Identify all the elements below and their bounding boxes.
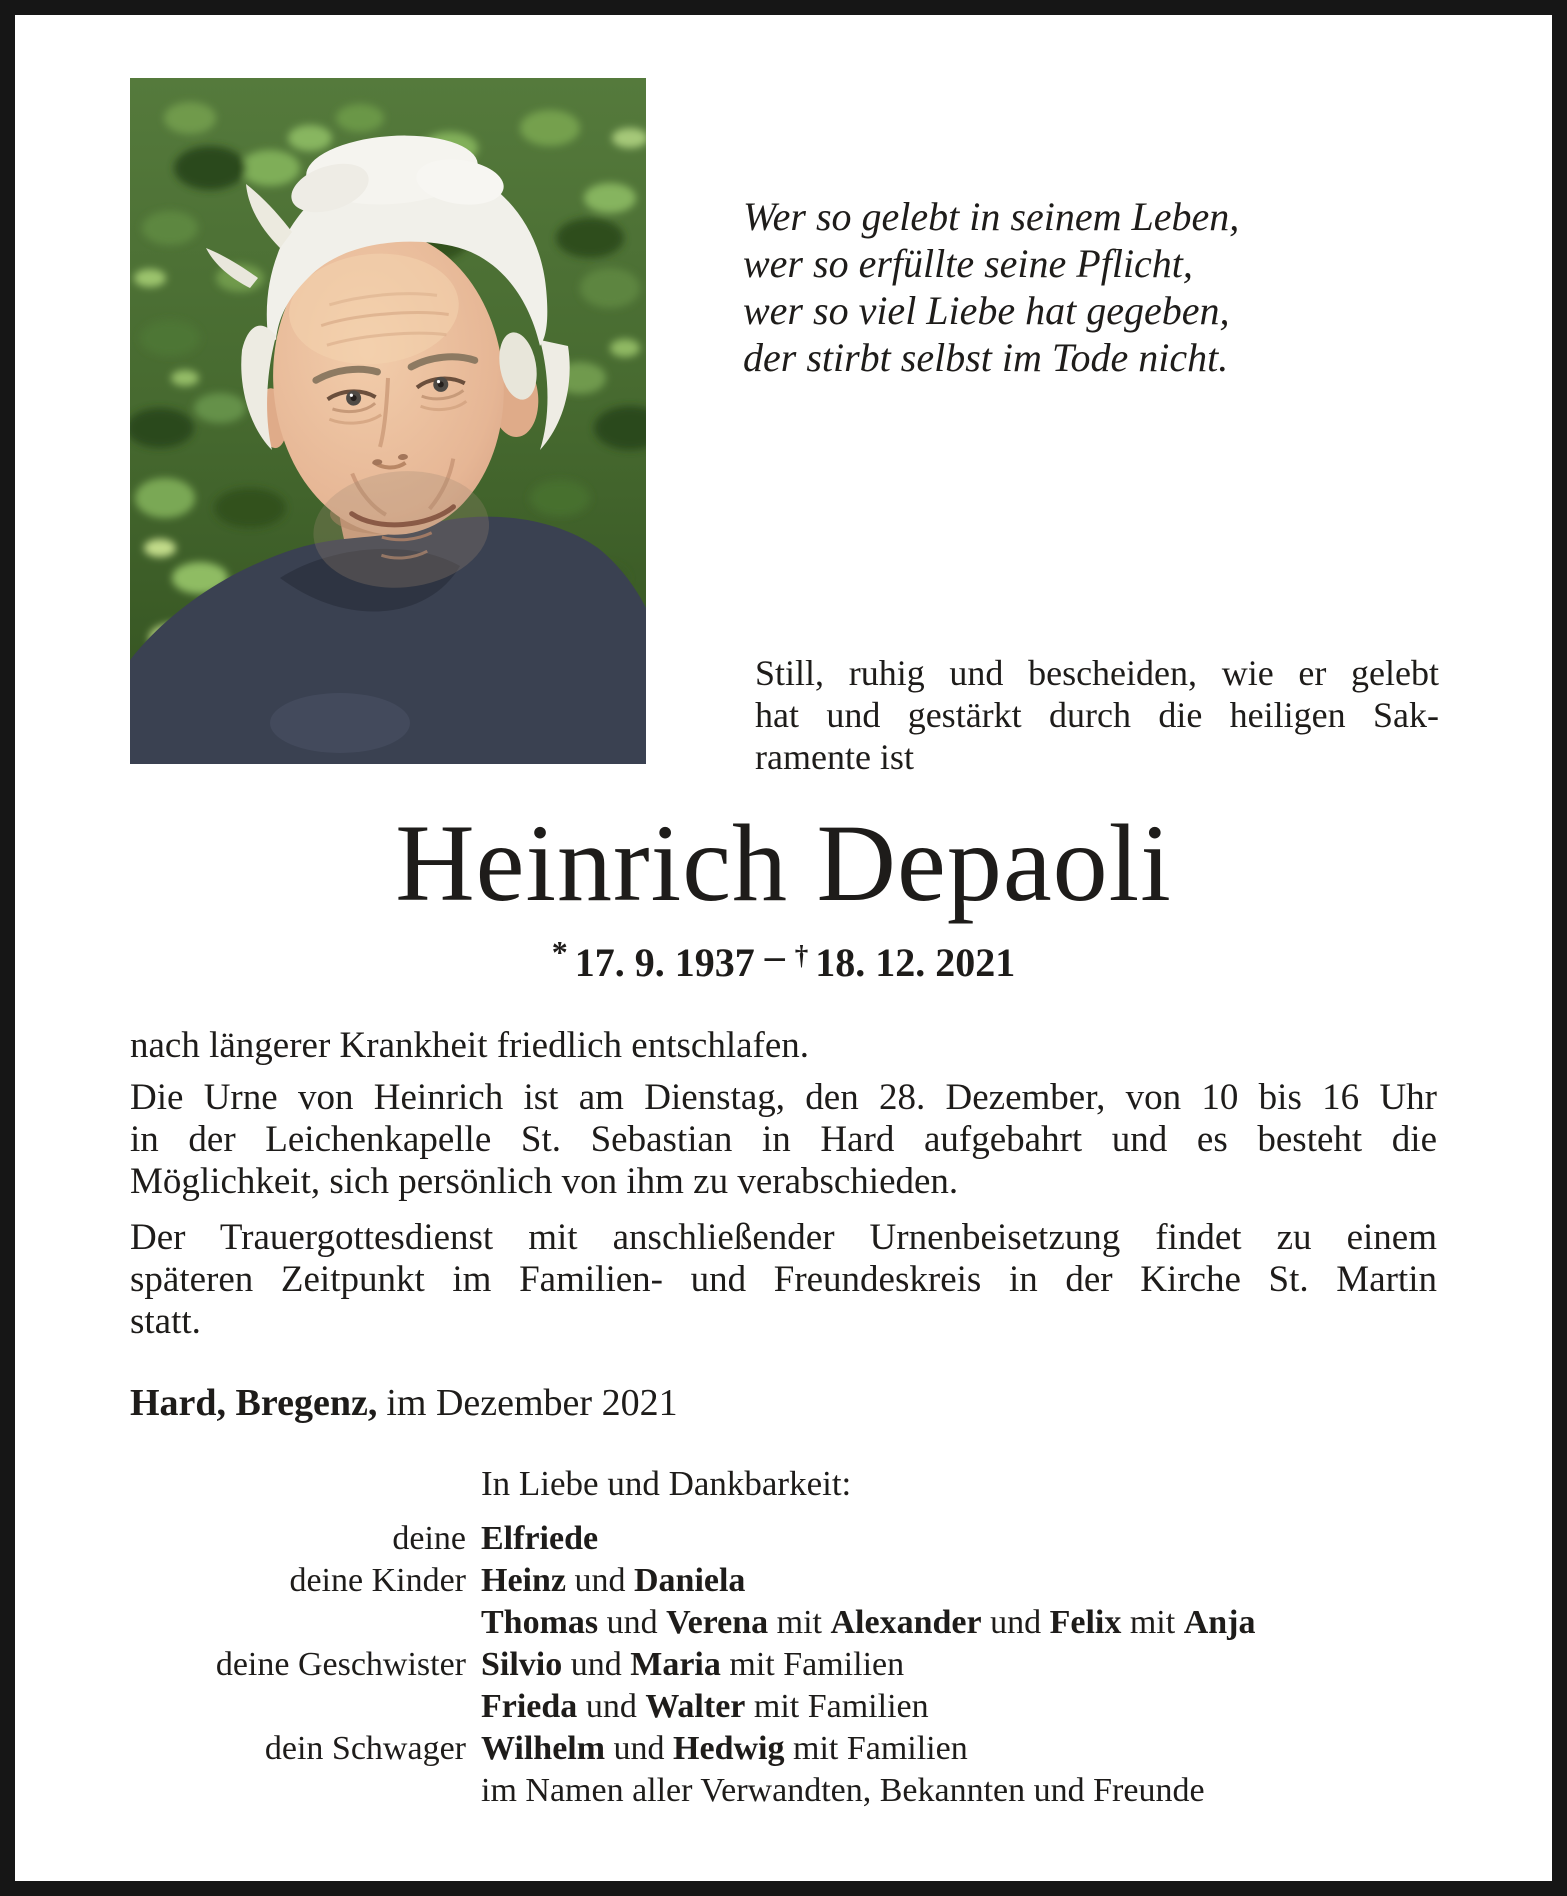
- name-part: Elfriede: [481, 1520, 599, 1557]
- intro-line: Still, ruhig und bescheiden, wie er gelebt: [755, 653, 1439, 693]
- body-line: Der Trauergottesdienst mit anschließender Urnenbeisetzung findet zu einem: [130, 1217, 1437, 1258]
- name-part: mit Familien: [720, 1646, 905, 1683]
- birth-date: 17. 9. 1937: [574, 940, 755, 985]
- name-part: Heinz: [481, 1562, 566, 1599]
- name-part: Hedwig: [673, 1730, 785, 1767]
- body-line: Die Urne von Heinrich ist am Dienstag, den 28. Dezember, von 10 bis 16 Uhr: [130, 1077, 1437, 1118]
- family-label: deine: [392, 1520, 466, 1557]
- death-date: 18. 12. 2021: [815, 940, 1016, 985]
- family-row: [130, 1644, 1255, 1686]
- name-part: und: [562, 1646, 631, 1683]
- life-dates: [130, 933, 1437, 989]
- name-part: Frieda: [481, 1688, 578, 1725]
- name-part: Walter: [645, 1688, 746, 1725]
- family-names: [481, 1560, 745, 1602]
- name-part: und: [605, 1730, 674, 1767]
- poem-line: der stirbt selbst im Tode nicht.: [743, 335, 1229, 380]
- death-cross-icon: †: [794, 940, 809, 970]
- name-part: Anja: [1183, 1604, 1256, 1641]
- family-names: [481, 1728, 968, 1770]
- body-line: statt.: [130, 1301, 201, 1342]
- body-line: späteren Zeitpunkt im Familien- und Freundeskreis in der Kirche St. Martin: [130, 1259, 1437, 1300]
- family-names: [481, 1518, 598, 1560]
- deceased-name: Heinrich Depaoli: [395, 802, 1172, 924]
- portrait-photo: [130, 78, 646, 764]
- intro-line: hat und gestärkt durch die heiligen Sak-: [755, 695, 1439, 735]
- body-line: in der Leichenkapelle St. Sebastian in Hard aufgebahrt und es besteht die: [130, 1119, 1437, 1160]
- intro-text: [755, 652, 1439, 778]
- name-part: im Namen aller Verwandten, Bekannten und Freunde: [481, 1772, 1205, 1809]
- name-part: und: [598, 1604, 667, 1641]
- date-separator: –: [764, 933, 785, 978]
- birth-star-icon: *: [551, 934, 568, 970]
- dateline-date: im Dezember 2021: [386, 1382, 678, 1424]
- body-line: nach längerer Krankheit friedlich entschlafen.: [130, 1025, 810, 1066]
- family-row: [130, 1560, 1255, 1602]
- family-names: [481, 1644, 904, 1686]
- name-part: Thomas: [481, 1604, 599, 1641]
- name-part: Wilhelm: [481, 1730, 606, 1767]
- name-part: Silvio: [481, 1646, 563, 1683]
- paragraph-urne: [130, 1077, 1437, 1203]
- poem-line: Wer so gelebt in seinem Leben,: [743, 194, 1240, 239]
- poem-line: wer so erfüllte seine Pflicht,: [743, 241, 1193, 286]
- name-part: Alexander: [830, 1604, 982, 1641]
- dateline-place: Hard, Bregenz,: [130, 1382, 378, 1424]
- family-row: [130, 1686, 1255, 1728]
- family-row: [130, 1602, 1255, 1644]
- family-label: [130, 1770, 466, 1812]
- name-part: Felix: [1049, 1604, 1122, 1641]
- intro-line: ramente ist: [755, 737, 914, 777]
- poem-line: wer so viel Liebe hat gegeben,: [743, 288, 1230, 333]
- paragraph-trauergottesdienst: [130, 1217, 1437, 1343]
- body-line: Möglichkeit, sich persönlich von ihm zu verabschieden.: [130, 1161, 959, 1202]
- family-label: dein Schwager: [264, 1730, 466, 1767]
- family-names: [481, 1770, 1205, 1812]
- family-label: deine Geschwister: [215, 1646, 466, 1683]
- dateline: [130, 1382, 678, 1424]
- name-part: Maria: [630, 1646, 721, 1683]
- family-row: [130, 1770, 1255, 1812]
- family-label: [130, 1602, 466, 1644]
- name-part: mit: [1121, 1604, 1184, 1641]
- name-part: mit Familien: [784, 1730, 968, 1767]
- family-label: [130, 1686, 466, 1728]
- portrait-illustration: [130, 78, 646, 764]
- name-part: und: [981, 1604, 1050, 1641]
- name-part: mit Familien: [745, 1688, 929, 1725]
- name-part: Daniela: [633, 1562, 746, 1599]
- name-part: und: [565, 1562, 634, 1599]
- name-part: mit: [768, 1604, 831, 1641]
- family-label: deine Kinder: [289, 1562, 466, 1599]
- name-part: Verena: [666, 1604, 769, 1641]
- memorial-poem: [743, 193, 1239, 381]
- family-names: [481, 1686, 929, 1728]
- closing-heading: In Liebe und Dankbarkeit:: [481, 1464, 852, 1503]
- family-list: [130, 1518, 1255, 1812]
- family-row: [130, 1518, 1255, 1560]
- family-row: [130, 1728, 1255, 1770]
- paragraph-entschlafen: [130, 1025, 1437, 1067]
- name-part: und: [577, 1688, 646, 1725]
- family-names: [481, 1602, 1255, 1644]
